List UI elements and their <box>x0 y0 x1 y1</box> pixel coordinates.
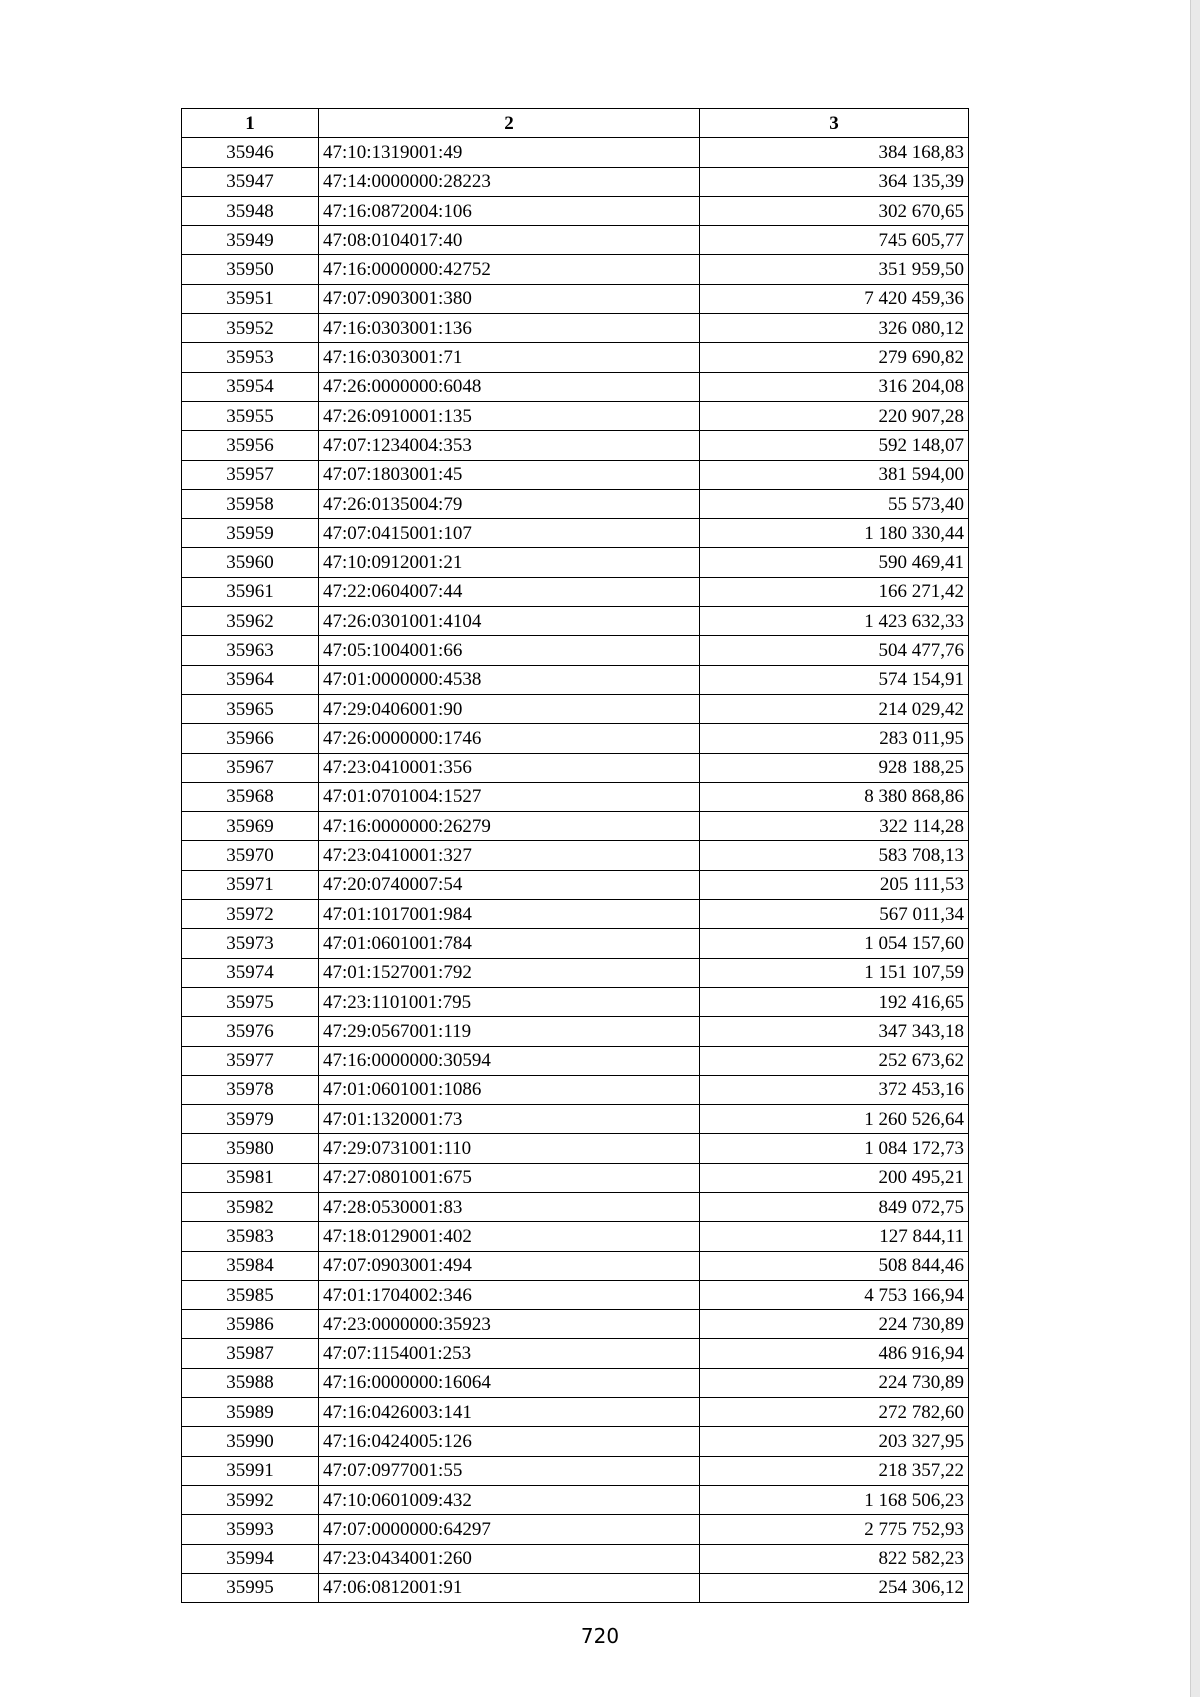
row-number: 35965 <box>182 694 319 723</box>
table-row <box>182 987 969 1016</box>
table-row <box>182 489 969 518</box>
cadastral-number: 47:29:0567001:119 <box>319 1017 700 1046</box>
cadastral-number: 47:16:0000000:26279 <box>319 812 700 841</box>
row-number: 35980 <box>182 1134 319 1163</box>
column-header-2: 2 <box>319 109 700 138</box>
table-row <box>182 519 969 548</box>
cadastral-value: 583 708,13 <box>700 841 969 870</box>
cadastral-number: 47:23:0434001:260 <box>319 1544 700 1573</box>
page-edge <box>1190 0 1200 1697</box>
cadastral-value: 2 775 752,93 <box>700 1515 969 1544</box>
table-row <box>182 138 969 167</box>
cadastral-value: 384 168,83 <box>700 138 969 167</box>
row-number: 35995 <box>182 1573 319 1602</box>
table-row <box>182 958 969 987</box>
cadastral-number: 47:16:0872004:106 <box>319 196 700 225</box>
table-row <box>182 1192 969 1221</box>
cadastral-number: 47:01:0701004:1527 <box>319 782 700 811</box>
table-row <box>182 1456 969 1485</box>
table-row <box>182 284 969 313</box>
table-row <box>182 1163 969 1192</box>
cadastral-number: 47:07:0977001:55 <box>319 1456 700 1485</box>
cadastral-value: 347 343,18 <box>700 1017 969 1046</box>
row-number: 35948 <box>182 196 319 225</box>
cadastral-value: 220 907,28 <box>700 401 969 430</box>
cadastral-number: 47:07:0000000:64297 <box>319 1515 700 1544</box>
table-row <box>182 255 969 284</box>
cadastral-number: 47:16:0000000:16064 <box>319 1368 700 1397</box>
cadastral-value: 326 080,12 <box>700 314 969 343</box>
cadastral-value: 508 844,46 <box>700 1251 969 1280</box>
table-row <box>182 1398 969 1427</box>
cadastral-value: 1 054 157,60 <box>700 929 969 958</box>
cadastral-number: 47:01:1704002:346 <box>319 1280 700 1309</box>
table-row <box>182 577 969 606</box>
table-row <box>182 900 969 929</box>
cadastral-number: 47:07:1803001:45 <box>319 460 700 489</box>
cadastral-value: 1 180 330,44 <box>700 519 969 548</box>
cadastral-value: 574 154,91 <box>700 665 969 694</box>
cadastral-value: 351 959,50 <box>700 255 969 284</box>
cadastral-value: 224 730,89 <box>700 1368 969 1397</box>
cadastral-number: 47:27:0801001:675 <box>319 1163 700 1192</box>
table-row <box>182 372 969 401</box>
row-number: 35978 <box>182 1075 319 1104</box>
cadastral-number: 47:28:0530001:83 <box>319 1192 700 1221</box>
table-row <box>182 782 969 811</box>
row-number: 35969 <box>182 812 319 841</box>
table-row <box>182 1368 969 1397</box>
row-number: 35956 <box>182 431 319 460</box>
cadastral-value: 1 423 632,33 <box>700 607 969 636</box>
cadastral-value: 224 730,89 <box>700 1310 969 1339</box>
table-row <box>182 226 969 255</box>
cadastral-value: 4 753 166,94 <box>700 1280 969 1309</box>
cadastral-number: 47:23:0410001:327 <box>319 841 700 870</box>
cadastral-number: 47:20:0740007:54 <box>319 870 700 899</box>
table-row <box>182 841 969 870</box>
table-row <box>182 1544 969 1573</box>
row-number: 35974 <box>182 958 319 987</box>
cadastral-value: 254 306,12 <box>700 1573 969 1602</box>
table-row <box>182 343 969 372</box>
cadastral-value: 283 011,95 <box>700 724 969 753</box>
row-number: 35947 <box>182 167 319 196</box>
cadastral-value: 1 084 172,73 <box>700 1134 969 1163</box>
row-number: 35961 <box>182 577 319 606</box>
cadastral-number: 47:01:1527001:792 <box>319 958 700 987</box>
cadastral-value: 322 114,28 <box>700 812 969 841</box>
cadastral-number: 47:10:0912001:21 <box>319 548 700 577</box>
cadastral-number: 47:07:1154001:253 <box>319 1339 700 1368</box>
cadastral-value: 928 188,25 <box>700 753 969 782</box>
table-row <box>182 929 969 958</box>
cadastral-value: 279 690,82 <box>700 343 969 372</box>
table-row <box>182 167 969 196</box>
table-row <box>182 665 969 694</box>
row-number: 35963 <box>182 636 319 665</box>
table-row <box>182 1105 969 1134</box>
cadastral-number: 47:08:0104017:40 <box>319 226 700 255</box>
cadastral-value: 192 416,65 <box>700 987 969 1016</box>
cadastral-number: 47:22:0604007:44 <box>319 577 700 606</box>
row-number: 35946 <box>182 138 319 167</box>
cadastral-value: 590 469,41 <box>700 548 969 577</box>
cadastral-number: 47:01:0601001:784 <box>319 929 700 958</box>
cadastral-number: 47:16:0303001:136 <box>319 314 700 343</box>
row-number: 35988 <box>182 1368 319 1397</box>
table-row <box>182 870 969 899</box>
cadastral-number: 47:26:0000000:1746 <box>319 724 700 753</box>
cadastral-number: 47:16:0426003:141 <box>319 1398 700 1427</box>
cadastral-number: 47:16:0303001:71 <box>319 343 700 372</box>
row-number: 35952 <box>182 314 319 343</box>
cadastral-value: 316 204,08 <box>700 372 969 401</box>
row-number: 35949 <box>182 226 319 255</box>
table-row <box>182 724 969 753</box>
row-number: 35972 <box>182 900 319 929</box>
table-row <box>182 1573 969 1602</box>
row-number: 35954 <box>182 372 319 401</box>
cadastral-value: 486 916,94 <box>700 1339 969 1368</box>
cadastral-value: 200 495,21 <box>700 1163 969 1192</box>
cadastral-number: 47:01:0000000:4538 <box>319 665 700 694</box>
cadastral-value: 364 135,39 <box>700 167 969 196</box>
row-number: 35967 <box>182 753 319 782</box>
row-number: 35973 <box>182 929 319 958</box>
table-row <box>182 607 969 636</box>
row-number: 35958 <box>182 489 319 518</box>
row-number: 35957 <box>182 460 319 489</box>
row-number: 35975 <box>182 987 319 1016</box>
cadastral-number: 47:26:0301001:4104 <box>319 607 700 636</box>
row-number: 35985 <box>182 1280 319 1309</box>
cadastral-value: 7 420 459,36 <box>700 284 969 313</box>
cadastral-number: 47:07:0415001:107 <box>319 519 700 548</box>
cadastral-number: 47:07:0903001:380 <box>319 284 700 313</box>
row-number: 35991 <box>182 1456 319 1485</box>
cadastral-number: 47:10:1319001:49 <box>319 138 700 167</box>
cadastral-value: 1 260 526,64 <box>700 1105 969 1134</box>
table-row <box>182 1310 969 1339</box>
table-row <box>182 401 969 430</box>
row-number: 35979 <box>182 1105 319 1134</box>
cadastral-value: 745 605,77 <box>700 226 969 255</box>
row-number: 35989 <box>182 1398 319 1427</box>
row-number: 35993 <box>182 1515 319 1544</box>
cadastral-number: 47:01:1017001:984 <box>319 900 700 929</box>
column-header-3: 3 <box>700 109 969 138</box>
cadastral-number: 47:16:0000000:42752 <box>319 255 700 284</box>
table-row <box>182 314 969 343</box>
cadastral-value: 218 357,22 <box>700 1456 969 1485</box>
row-number: 35976 <box>182 1017 319 1046</box>
table-row <box>182 431 969 460</box>
cadastral-value: 8 380 868,86 <box>700 782 969 811</box>
row-number: 35955 <box>182 401 319 430</box>
cadastral-value: 127 844,11 <box>700 1222 969 1251</box>
cadastral-number: 47:07:0903001:494 <box>319 1251 700 1280</box>
cadastral-value: 592 148,07 <box>700 431 969 460</box>
row-number: 35966 <box>182 724 319 753</box>
cadastral-value: 1 151 107,59 <box>700 958 969 987</box>
table-row <box>182 1075 969 1104</box>
row-number: 35971 <box>182 870 319 899</box>
table-row <box>182 1485 969 1514</box>
row-number: 35959 <box>182 519 319 548</box>
cadastral-number: 47:29:0406001:90 <box>319 694 700 723</box>
row-number: 35964 <box>182 665 319 694</box>
table-body <box>182 138 969 1603</box>
table-row <box>182 694 969 723</box>
row-number: 35994 <box>182 1544 319 1573</box>
cadastral-value: 381 594,00 <box>700 460 969 489</box>
column-header-1: 1 <box>182 109 319 138</box>
row-number: 35968 <box>182 782 319 811</box>
cadastral-value: 55 573,40 <box>700 489 969 518</box>
table-header-row <box>182 109 969 138</box>
row-number: 35977 <box>182 1046 319 1075</box>
cadastral-number: 47:10:0601009:432 <box>319 1485 700 1514</box>
table-row <box>182 1134 969 1163</box>
row-number: 35970 <box>182 841 319 870</box>
cadastral-number: 47:23:0000000:35923 <box>319 1310 700 1339</box>
cadastral-value: 302 670,65 <box>700 196 969 225</box>
table-row <box>182 753 969 782</box>
row-number: 35990 <box>182 1427 319 1456</box>
cadastral-number: 47:26:0910001:135 <box>319 401 700 430</box>
row-number: 35962 <box>182 607 319 636</box>
page-number: 720 <box>580 1624 620 1648</box>
cadastral-value: 203 327,95 <box>700 1427 969 1456</box>
cadastral-number: 47:07:1234004:353 <box>319 431 700 460</box>
cadastral-value: 1 168 506,23 <box>700 1485 969 1514</box>
row-number: 35983 <box>182 1222 319 1251</box>
row-number: 35984 <box>182 1251 319 1280</box>
table-row <box>182 1017 969 1046</box>
table-row <box>182 1222 969 1251</box>
table-row <box>182 196 969 225</box>
cadastral-number: 47:16:0424005:126 <box>319 1427 700 1456</box>
table-row <box>182 1251 969 1280</box>
cadastral-value: 567 011,34 <box>700 900 969 929</box>
cadastral-value: 214 029,42 <box>700 694 969 723</box>
row-number: 35982 <box>182 1192 319 1221</box>
cadastral-number: 47:23:1101001:795 <box>319 987 700 1016</box>
cadastral-number: 47:05:1004001:66 <box>319 636 700 665</box>
table-row <box>182 548 969 577</box>
cadastral-value: 372 453,16 <box>700 1075 969 1104</box>
row-number: 35987 <box>182 1339 319 1368</box>
row-number: 35951 <box>182 284 319 313</box>
cadastral-number: 47:01:0601001:1086 <box>319 1075 700 1104</box>
cadastral-number: 47:29:0731001:110 <box>319 1134 700 1163</box>
table-row <box>182 1280 969 1309</box>
cadastral-number: 47:23:0410001:356 <box>319 753 700 782</box>
cadastral-value-table <box>181 108 969 1603</box>
cadastral-number: 47:16:0000000:30594 <box>319 1046 700 1075</box>
table-row <box>182 812 969 841</box>
row-number: 35992 <box>182 1485 319 1514</box>
cadastral-value: 205 111,53 <box>700 870 969 899</box>
cadastral-number: 47:26:0135004:79 <box>319 489 700 518</box>
cadastral-number: 47:18:0129001:402 <box>319 1222 700 1251</box>
table-row <box>182 1339 969 1368</box>
cadastral-number: 47:06:0812001:91 <box>319 1573 700 1602</box>
cadastral-value: 252 673,62 <box>700 1046 969 1075</box>
row-number: 35960 <box>182 548 319 577</box>
cadastral-number: 47:14:0000000:28223 <box>319 167 700 196</box>
cadastral-value: 272 782,60 <box>700 1398 969 1427</box>
table-row <box>182 1515 969 1544</box>
table-row <box>182 636 969 665</box>
row-number: 35981 <box>182 1163 319 1192</box>
cadastral-number: 47:26:0000000:6048 <box>319 372 700 401</box>
row-number: 35986 <box>182 1310 319 1339</box>
table-row <box>182 460 969 489</box>
cadastral-number: 47:01:1320001:73 <box>319 1105 700 1134</box>
table-row <box>182 1427 969 1456</box>
cadastral-value: 822 582,23 <box>700 1544 969 1573</box>
cadastral-value: 849 072,75 <box>700 1192 969 1221</box>
row-number: 35950 <box>182 255 319 284</box>
table-row <box>182 1046 969 1075</box>
row-number: 35953 <box>182 343 319 372</box>
cadastral-value: 504 477,76 <box>700 636 969 665</box>
cadastral-value: 166 271,42 <box>700 577 969 606</box>
